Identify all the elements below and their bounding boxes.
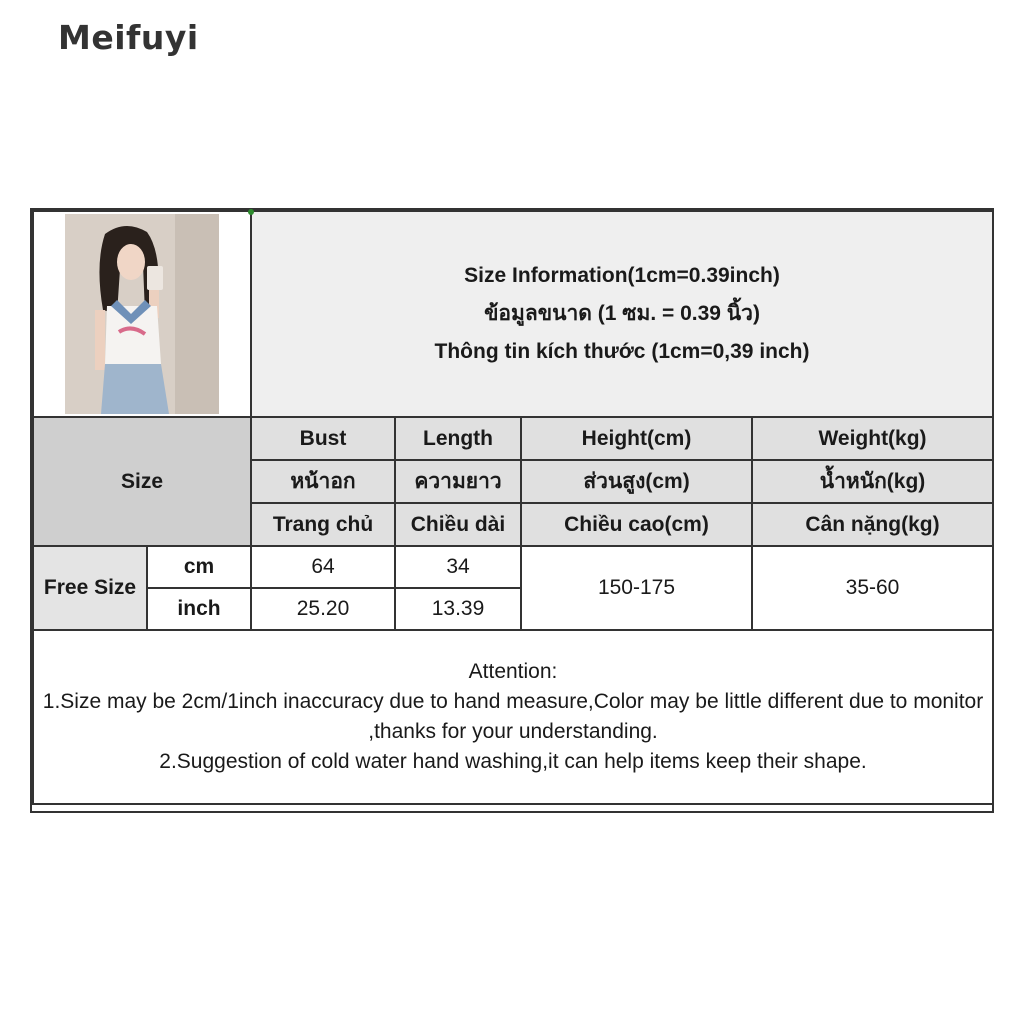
info-line-th: ข้อมูลขนาด (1 ซม. = 0.39 นิ้ว) bbox=[484, 302, 760, 325]
attention-line-1: 1.Size may be 2cm/1inch inaccuracy due to hand measure,Color may be little different due to monitor ,thanks for your understanding. bbox=[42, 690, 984, 743]
cell-marker bbox=[248, 209, 254, 215]
size-chart bbox=[30, 208, 994, 813]
unit-inch: inch bbox=[147, 588, 251, 630]
size-table bbox=[32, 210, 994, 805]
header-bust-th: หน้าอก bbox=[251, 460, 395, 503]
info-line-vi: Thông tin kích thước (1cm=0,39 inch) bbox=[434, 340, 810, 363]
product-photo-cell bbox=[33, 211, 251, 417]
size-label: Size bbox=[33, 417, 251, 546]
length-cm: 34 bbox=[395, 546, 521, 588]
height-range: 150-175 bbox=[521, 546, 752, 630]
attention-notes bbox=[33, 630, 993, 804]
product-photo bbox=[65, 214, 219, 414]
header-length-en: Length bbox=[395, 417, 521, 460]
header-weight-th: น้ำหนัก(kg) bbox=[752, 460, 993, 503]
unit-cm: cm bbox=[147, 546, 251, 588]
header-length-vi: Chiều dài bbox=[395, 503, 521, 546]
bust-inch: 25.20 bbox=[251, 588, 395, 630]
attention-title: Attention: bbox=[468, 660, 558, 683]
info-line-en: Size Information(1cm=0.39inch) bbox=[464, 264, 780, 287]
free-size-label: Free Size bbox=[33, 546, 147, 630]
size-information-cell bbox=[251, 211, 993, 417]
length-inch: 13.39 bbox=[395, 588, 521, 630]
header-height-en: Height(cm) bbox=[521, 417, 752, 460]
header-weight-en: Weight(kg) bbox=[752, 417, 993, 460]
header-bust-vi: Trang chủ bbox=[251, 503, 395, 546]
weight-range: 35-60 bbox=[752, 546, 993, 630]
model-photo-illustration bbox=[65, 214, 219, 414]
header-height-th: ส่วนสูง(cm) bbox=[521, 460, 752, 503]
header-weight-vi: Cân nặng(kg) bbox=[752, 503, 993, 546]
bust-cm: 64 bbox=[251, 546, 395, 588]
brand-logo: Meifuyi bbox=[58, 18, 199, 57]
header-height-vi: Chiều cao(cm) bbox=[521, 503, 752, 546]
attention-line-2: 2.Suggestion of cold water hand washing,it can help items keep their shape. bbox=[159, 750, 867, 773]
header-length-th: ความยาว bbox=[395, 460, 521, 503]
header-bust-en: Bust bbox=[251, 417, 395, 460]
